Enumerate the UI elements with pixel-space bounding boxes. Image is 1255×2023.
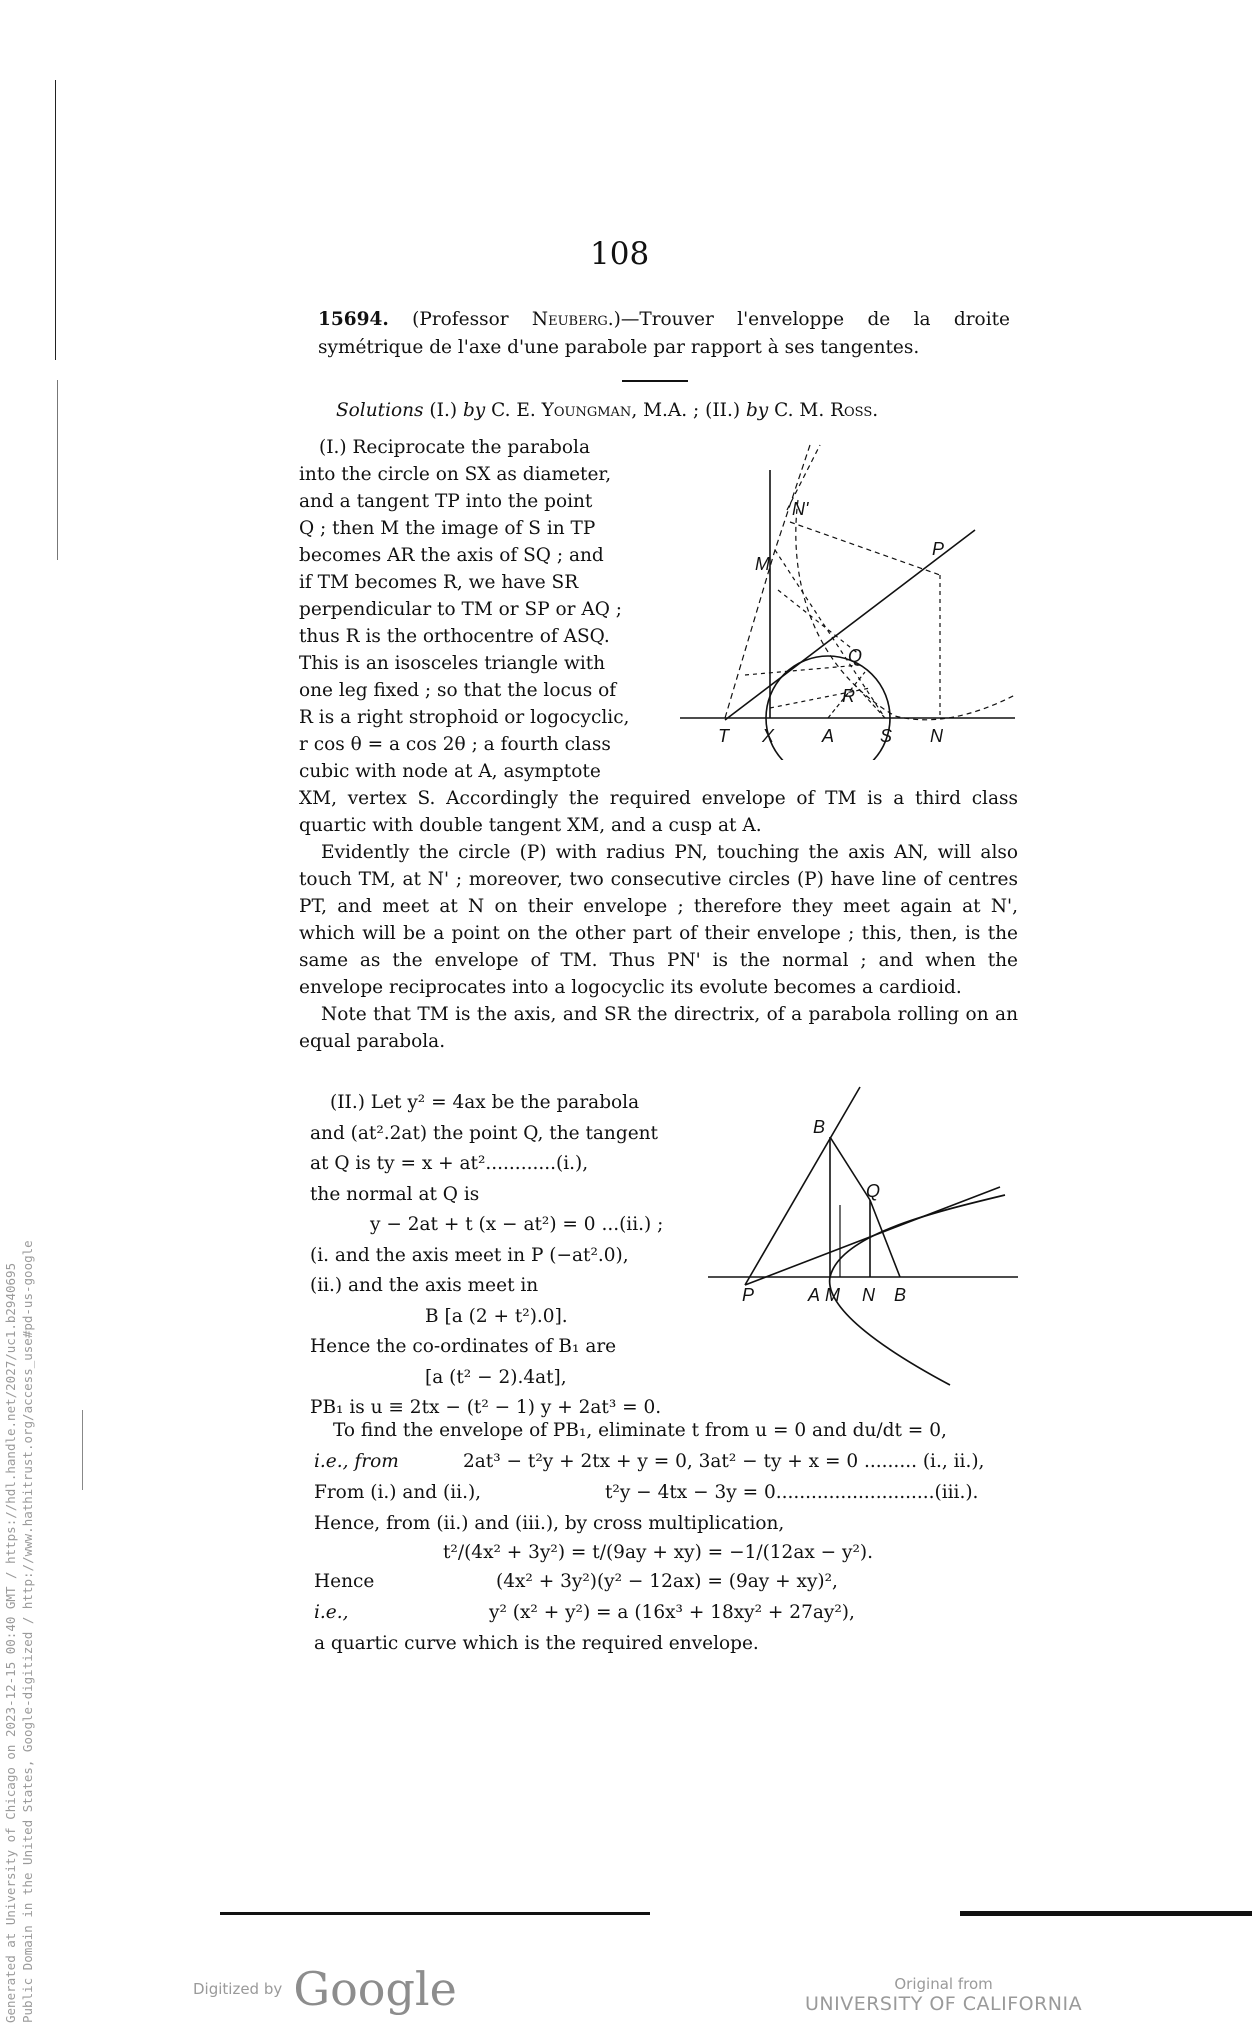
solutions-word: Solutions	[336, 400, 424, 421]
text-line: R is a right strophoid or logocyclic,	[299, 707, 630, 728]
solutions-header	[336, 400, 878, 421]
paragraph: Evidently the circle (P) with radius PN, touching the axis AN, will also touch TM, at N' ; moreover, two consecutive circles (P) have line of centres PT, and meet at N on their envelope ; therefore they meet again at N', which will be a point on the other part of their envelope ; this, then, is the same as the envelope of TM. Thus PN' is the normal ; and when the envelope reciprocates into a logocyclic its evolute becomes a cardioid.	[299, 842, 1018, 998]
normal-line-qb	[870, 1200, 900, 1277]
google-logo: Google	[293, 1962, 457, 2016]
label-q: Q	[848, 646, 863, 666]
label-n-prime: N'	[792, 499, 809, 519]
label-a: A	[808, 1285, 821, 1305]
equation: t²/(4x² + 3y²) = t/(9ay + xy) = −1/(12ax − y²).	[443, 1542, 874, 1563]
label-s: S	[880, 726, 893, 746]
page-number: 108	[590, 236, 650, 272]
label-m: M	[755, 554, 770, 574]
problem-number: 15694.	[318, 309, 389, 330]
label-x: X	[762, 726, 775, 746]
text-line: B [a (2 + t²).0].	[425, 1305, 568, 1327]
dashed-line-xq	[745, 665, 860, 675]
text-line: becomes AR the axis of SQ ; and	[299, 545, 604, 566]
problem-statement	[318, 306, 1010, 362]
dashed-line-tm	[725, 445, 810, 718]
stamp-line-1: Generated at University of Chicago on 2023-12-15 00:40 GMT / https://hdl.handle.net/2027/uc1.b2940695	[3, 1262, 18, 2023]
text-line: To find the envelope of PB₁, eliminate t from u = 0 and du/dt = 0,	[333, 1420, 947, 1441]
text-line: Q ; then M the image of S in TP	[299, 518, 596, 539]
equation: 2at³ − t²y + 2tx + y = 0, 3at² − ty + x = 0 ......... (i., ii.),	[463, 1451, 985, 1472]
text-line: perpendicular to TM or SP or AQ ;	[299, 599, 623, 620]
dashed-envelope-curve	[796, 500, 1015, 720]
text-line: and (at².2at) the point Q, the tangent	[310, 1122, 658, 1144]
solution-1-continuation	[299, 785, 1018, 1055]
label-m: M	[825, 1285, 840, 1305]
scan-margin-mark	[82, 1410, 83, 1490]
text-line-label: Hence	[314, 1571, 375, 1592]
proposer-name: Neuberg	[531, 309, 608, 330]
stamp-line-2: Public Domain in the United States, Google-digitized / http://www.hathitrust.org/access_use#pd-us-google	[20, 1240, 35, 2023]
author-name-1: Youngman	[541, 400, 632, 421]
author-initials-1: C. E.	[485, 400, 542, 421]
part-one-marker: (I.)	[423, 400, 463, 421]
text-line: This is an isosceles triangle with	[299, 653, 606, 674]
label-n: N	[930, 726, 943, 746]
text-line: (II.) Let y² = 4ax be the parabola	[330, 1092, 640, 1113]
university-name: UNIVERSITY OF CALIFORNIA	[805, 1993, 1083, 2015]
text-line: and a tangent TP into the point	[299, 491, 593, 512]
text-line: if TM becomes R, we have SR	[299, 572, 579, 593]
text-line: [a (t² − 2).4at],	[425, 1366, 567, 1388]
dashed-line-xr	[770, 688, 870, 708]
dashed-line-pn-prime	[790, 522, 940, 575]
label-b: B	[894, 1285, 907, 1305]
scan-margin-mark	[55, 80, 56, 360]
figure-1-parabola-reciprocation	[670, 440, 1020, 760]
paragraph: XM, vertex S. Accordingly the required envelope of TM is a third class quartic with double tangent XM, and a cusp at A.	[299, 788, 1018, 836]
digitized-by-google	[193, 1962, 457, 2016]
equation: t²y − 4tx − 3y = 0...........................(iii.).	[605, 1482, 979, 1503]
dashed-line-ms	[775, 550, 885, 718]
problem-text: .)—Trouver l'enveloppe de la droite symétrique de l'axe d'une parabole par rapport à ses tangentes.	[318, 309, 1010, 358]
equation: y² (x² + y²) = a (16x³ + 18xy² + 27ay²),	[489, 1602, 855, 1623]
label-q: Q	[866, 1181, 881, 1201]
label-p: P	[742, 1285, 755, 1305]
figure-2-parabola-normal	[700, 1085, 1020, 1395]
label-r: R	[842, 686, 855, 706]
text-line-label: i.e., from	[314, 1451, 399, 1472]
text-line: thus R is the orthocentre of ASQ.	[299, 626, 610, 647]
text-line: Hence, from (ii.) and (iii.), by cross multiplication,	[314, 1513, 785, 1534]
text-line: a quartic curve which is the required envelope.	[314, 1633, 759, 1654]
author-initials-2: C. M.	[768, 400, 831, 421]
line-b1-q	[830, 1137, 870, 1200]
text-line-label: i.e.,	[314, 1602, 349, 1623]
digitized-by-label: Digitized by	[193, 1980, 283, 1998]
proposer-prefix: (Professor	[412, 309, 532, 330]
text-line: (ii.) and the axis meet in	[310, 1275, 539, 1296]
period: .	[872, 400, 879, 421]
text-line: (I.) Reciprocate the parabola	[319, 437, 590, 458]
solution-2-side-text	[310, 1088, 690, 1424]
text-line: at Q is ty = x + at²............(i.),	[310, 1153, 589, 1174]
paragraph: Note that TM is the axis, and SR the directrix, of a parabola rolling on an equal parabola.	[299, 1004, 1018, 1052]
text-line: into the circle on SX as diameter,	[299, 464, 612, 485]
original-from	[805, 1975, 1082, 2015]
text-line: r cos θ = a cos 2θ ; a fourth class	[299, 734, 611, 755]
bottom-rule-right	[960, 1911, 1252, 1916]
author-name-2: Ross	[830, 400, 873, 421]
text-line: PB₁ is u ≡ 2tx − (t² − 1) y + 2at³ = 0.	[310, 1397, 662, 1418]
solution-1-side-text	[299, 434, 647, 785]
part-two-marker: , M.A. ; (II.)	[631, 400, 746, 421]
label-t: T	[718, 726, 729, 746]
equation: (4x² + 3y²)(y² − 12ax) = (9ay + xy)²,	[496, 1571, 838, 1592]
tangent-line-pq	[745, 1187, 1000, 1285]
label-a: A	[822, 726, 835, 746]
scan-margin-mark	[57, 380, 58, 560]
section-divider	[622, 380, 688, 382]
text-line: Hence the co-ordinates of B₁ are	[310, 1336, 617, 1357]
by-word: by	[462, 400, 486, 421]
text-line: (i. and the axis meet in P (−at².0),	[310, 1244, 629, 1266]
label-b1: B	[813, 1117, 826, 1137]
parabola-curve	[830, 1195, 1005, 1385]
by-word: by	[745, 400, 769, 421]
label-n: N	[862, 1285, 875, 1305]
text-line: y − 2at + t (x − at²) = 0 ...(ii.) ;	[370, 1214, 664, 1235]
label-p: P	[932, 539, 945, 559]
text-line: the normal at Q is	[310, 1183, 480, 1205]
original-from-label: Original from	[894, 1975, 993, 1993]
text-line-label: From (i.) and (ii.),	[314, 1482, 482, 1503]
text-line: cubic with node at A, asymptote	[299, 761, 601, 782]
bottom-rule-left	[220, 1912, 650, 1915]
library-stamp	[2, 1023, 36, 2023]
text-line: one leg fixed ; so that the locus of	[299, 680, 617, 701]
